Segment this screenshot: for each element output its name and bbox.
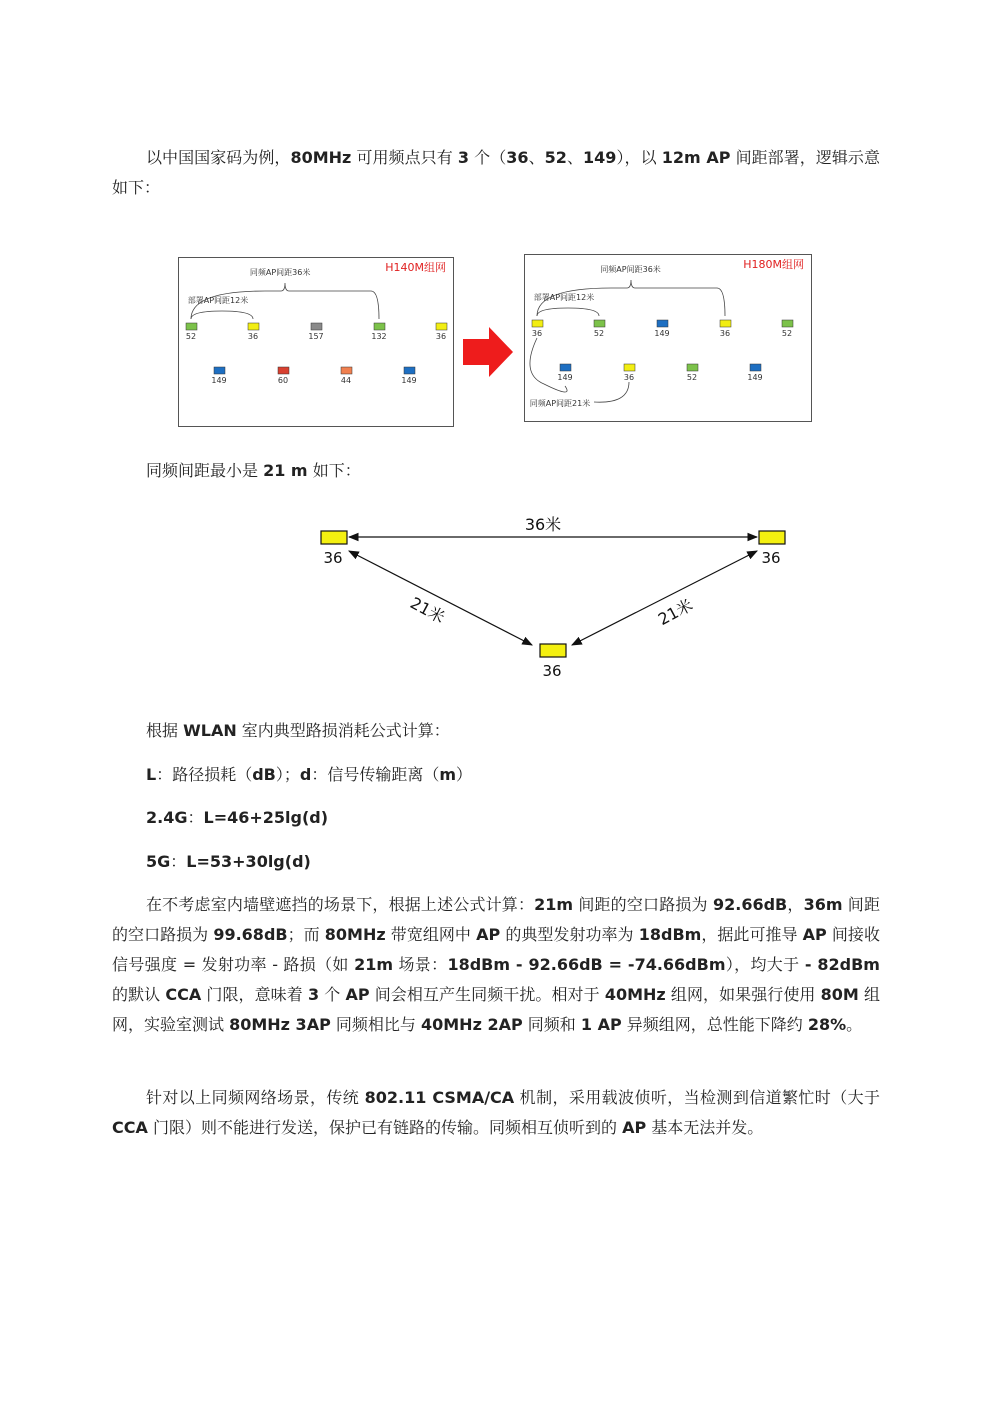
legend_line-segment: ） (456, 765, 473, 784)
analysis-segment: AP (345, 985, 370, 1004)
formula-legend (112, 760, 880, 790)
min_dist-segment: 如下： (307, 461, 361, 480)
top-distance-label: 同频AP间距36米 (600, 265, 661, 274)
conclusion-segment: 基本无法并发。 (646, 1118, 764, 1137)
formula_intro-segment: 室内典型路损消耗公式计算： (236, 721, 450, 740)
legend_line-segment: d (299, 765, 312, 784)
f5-segment: L=53+30lg(d) (186, 852, 311, 871)
analysis-segment: 40MHz 2AP (420, 1015, 523, 1034)
intro-segment: 12m AP (661, 148, 731, 167)
analysis-segment: 92.66dB (712, 895, 788, 914)
distance-arrow-left (349, 551, 532, 645)
ap-spacing-label: 部署AP间距12米 (187, 296, 249, 305)
ap-node (186, 323, 197, 330)
legend_line-segment: L (146, 765, 157, 784)
intro-segment: 36 (506, 148, 529, 167)
analysis-segment: 带宽组网中 (385, 925, 477, 944)
ap-36-right (759, 531, 785, 544)
formula-5g (112, 847, 880, 877)
ap-node (374, 323, 385, 330)
ap-channel-label: 149 (211, 376, 227, 385)
ap-channel-label: 149 (747, 373, 763, 382)
conclusion-segment: 针对以上同频网络场景，传统 (146, 1088, 365, 1107)
f24-segment: L=46+25lg(d) (203, 808, 329, 827)
conclusion-paragraph (112, 1083, 880, 1143)
intro-segment: 149 (583, 148, 617, 167)
intro-segment: 个（ (469, 148, 507, 167)
analysis-segment: 组网，如果强行使用 (665, 985, 821, 1004)
ap-node (436, 323, 447, 330)
intro-segment: 3 (457, 148, 470, 167)
analysis-segment: 同频相比与 (330, 1015, 421, 1034)
top-distance-label: 36米 (524, 515, 562, 534)
analysis-segment: 18dBm (638, 925, 702, 944)
formula-intro (112, 716, 880, 746)
legend_line-segment: ：信号传输距离（ (311, 765, 440, 784)
ap-channel-label: 149 (557, 373, 573, 382)
formula-24g (112, 803, 880, 833)
ap-channel-label: 36 (531, 329, 543, 338)
analysis-segment: 28% (807, 1015, 847, 1034)
legend_line-segment: m (439, 765, 457, 784)
ap-node (594, 320, 605, 327)
ap-channel-label: 36 (247, 332, 259, 341)
min-distance-text (112, 456, 880, 486)
ap-channel-label: 36 (623, 373, 635, 382)
ap-node (720, 320, 731, 327)
ap-channel-label: 36 (761, 549, 781, 567)
ap-spacing-label: 部署AP间距12米 (533, 293, 595, 302)
ap-channel-label: 149 (401, 376, 417, 385)
analysis-segment: ，据此可推导 (701, 925, 803, 944)
intro-paragraph (112, 143, 880, 203)
ap-node (560, 364, 571, 371)
formula_intro-segment: 根据 (146, 721, 184, 740)
intro-segment: 、 (566, 148, 584, 167)
ap-channel-label: 52 (593, 329, 605, 338)
analysis-segment: 36m (803, 895, 843, 914)
distance-arrow-right (572, 551, 757, 645)
conclusion-segment: 门限）则不能进行发送，保护已有链路的传输。同频相互侦听到的 (147, 1118, 623, 1137)
ap-node (782, 320, 793, 327)
analysis-segment: 的默认 (112, 985, 166, 1004)
conclusion-segment: AP (622, 1118, 647, 1137)
f24-segment: 2.4G (146, 808, 188, 827)
analysis-segment: 40MHz (604, 985, 666, 1004)
ap-channel-label: 52 (185, 332, 197, 341)
analysis-segment: 的典型发射功率为 (500, 925, 639, 944)
diagram-title: H140M组网 (385, 261, 446, 274)
ap-channel-label: 52 (686, 373, 698, 382)
analysis-segment: 在不考虑室内墙壁遮挡的场景下，根据上述公式计算： (146, 895, 535, 914)
analysis-segment: 3 (307, 985, 320, 1004)
ap-node (278, 367, 289, 374)
ap-channel-label: 36 (323, 549, 343, 567)
analysis-segment: 个 (319, 985, 346, 1004)
intro-segment: ），以 (616, 148, 662, 167)
ap-node (341, 367, 352, 374)
analysis-segment: 。 (846, 1015, 863, 1034)
conclusion-segment: 802.11 CSMA/CA (364, 1088, 515, 1107)
analysis-segment: ， (787, 895, 804, 914)
min_dist-segment: 同频间距最小是 (146, 461, 264, 480)
ap-channel-label: 36 (542, 662, 562, 680)
analysis-segment: 间距的空口路损为 (573, 895, 713, 914)
analysis-segment: 80MHz (324, 925, 386, 944)
analysis-segment: CCA (165, 985, 202, 1004)
ap-channel-label: 157 (308, 332, 324, 341)
right-distance-label: 21米 (654, 595, 696, 630)
analysis-segment: 同频和 (522, 1015, 581, 1034)
fig-40m-diagram (178, 257, 454, 427)
diagram-frame (179, 258, 454, 427)
analysis-segment: 间距的空口路损为 (112, 895, 880, 944)
conclusion-segment: CCA (112, 1118, 148, 1137)
f5-segment: 5G (146, 852, 171, 871)
legend_line-segment: ）； (275, 765, 300, 784)
ap-node (248, 323, 259, 330)
min_dist-segment: 21 m (263, 461, 308, 480)
analysis-segment: 场景： (393, 955, 448, 974)
analysis-segment: 1 AP (580, 1015, 622, 1034)
ap-node (404, 367, 415, 374)
ap-channel-label: 44 (340, 376, 352, 385)
conclusion-segment: 机制，采用载波侦听，当检测到信道繁忙时（大于 (514, 1088, 880, 1107)
top-distance-label: 同频AP间距36米 (249, 268, 311, 277)
intro-segment: 80MHz (290, 148, 352, 167)
diagram-frame (525, 255, 812, 422)
analysis-segment: AP (476, 925, 501, 944)
fig-80m-diagram (524, 254, 812, 422)
ap-channel-label: 60 (277, 376, 289, 385)
analysis-segment: AP (802, 925, 827, 944)
right-arrow-icon (463, 327, 513, 381)
analysis-segment: 异频组网，总性能下降约 (621, 1015, 808, 1034)
analysis-segment: 21m (354, 955, 394, 974)
diagram-title: H180M组网 (743, 258, 804, 271)
ap-node (624, 364, 635, 371)
analysis-segment: 99.68dB (213, 925, 288, 944)
legend_line-segment: dB (252, 765, 276, 784)
fig-40m-network (178, 257, 454, 431)
analysis-segment: 21m (534, 895, 574, 914)
analysis-segment: ），均大于 (725, 955, 805, 974)
intro-segment: 可用频点只有 (351, 148, 458, 167)
ap-channel-label: 52 (781, 329, 793, 338)
analysis-segment: 间会相互产生同频干扰。相对于 (369, 985, 605, 1004)
ap-channel-label: 149 (654, 329, 670, 338)
ap-node (687, 364, 698, 371)
ap-channel-label: 36 (719, 329, 731, 338)
ap-36-bottom (540, 644, 566, 657)
f24-segment: ： (187, 808, 204, 827)
analysis-segment: 间接收信号强度 = 发射功率 - 路损（如 (112, 925, 880, 974)
formula_intro-segment: WLAN (183, 721, 237, 740)
ap-36-left (321, 531, 347, 544)
ap-channel-label: 132 (371, 332, 387, 341)
intro-segment: 、 (528, 148, 545, 167)
ap-node (532, 320, 543, 327)
analysis-segment: 组网，实验室测试 (112, 985, 880, 1034)
ap-node (214, 367, 225, 374)
f5-segment: ： (170, 852, 187, 871)
analysis-segment: ；而 (287, 925, 325, 944)
ap-node (657, 320, 668, 327)
intro-segment: 52 (544, 148, 567, 167)
analysis-segment: 80MHz 3AP (229, 1015, 331, 1034)
analysis-paragraph (112, 890, 880, 1040)
analysis-segment: 门限，意味着 (201, 985, 308, 1004)
analysis-segment: - 82dBm (804, 955, 880, 974)
analysis-segment: 80M (820, 985, 859, 1004)
left-distance-label: 21米 (407, 593, 449, 628)
legend_line-segment: ：路径损耗（ (156, 765, 253, 784)
intro-segment: 间距部署，逻辑示意如下： (112, 148, 880, 197)
same-channel-distance-label: 同频AP间距21米 (529, 399, 591, 408)
fig-80m-network (524, 254, 812, 426)
ap-channel-label: 36 (435, 332, 447, 341)
ap-node (311, 323, 322, 330)
ap-node (750, 364, 761, 371)
analysis-segment: 18dBm - 92.66dB = -74.66dBm (447, 955, 726, 974)
triangle-diagram (300, 505, 800, 689)
intro-segment: 以中国国家码为例， (146, 148, 291, 167)
